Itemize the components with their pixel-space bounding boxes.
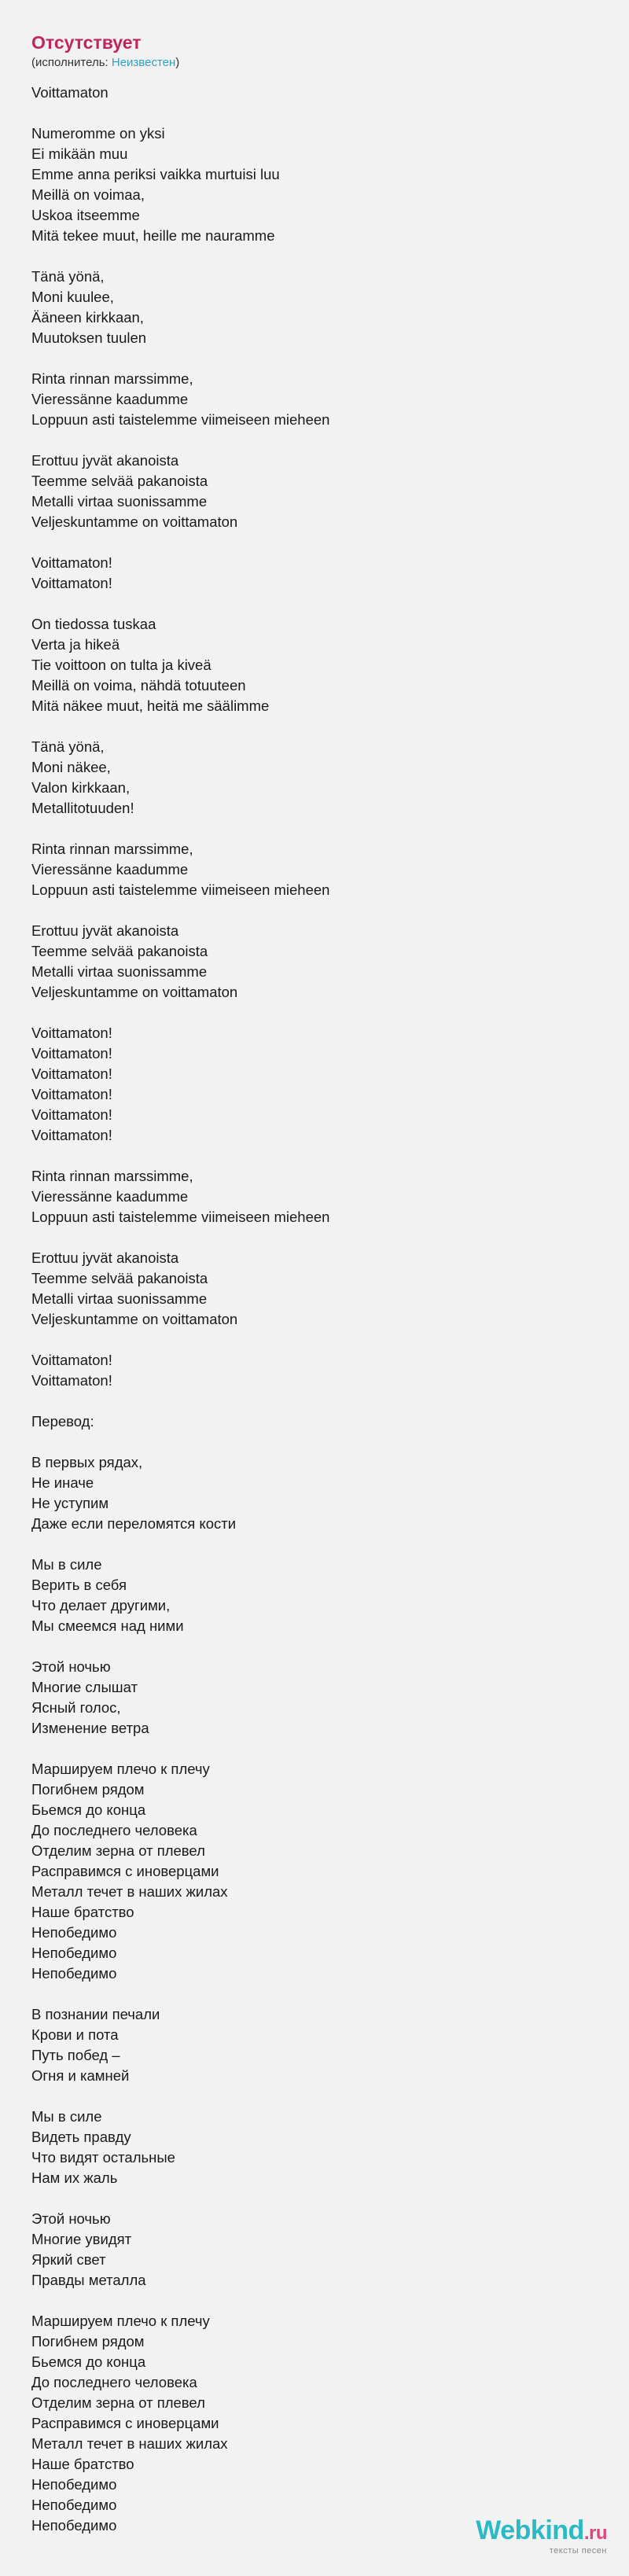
webkind-logo[interactable] (476, 2516, 607, 2556)
logo-ru: .ru (583, 2523, 607, 2544)
song-title: Отсутствует (31, 32, 142, 53)
logo-wordmark (476, 2516, 607, 2548)
logo-kind: kind (530, 2515, 584, 2545)
performer-line (31, 55, 179, 71)
logo-web: Web (476, 2515, 531, 2545)
song-header (31, 31, 179, 71)
logo-tagline: тексты песен (549, 2546, 607, 2556)
lyrics-text: Voittamaton Numeromme on yksi Ei mikään muu Emme anna periksi vaikka murtuisi luu Meillä on voimaa, Uskoa itseemme Mitä tekee muut, heille me nauramme Tänä yönä, Moni kuulee, Ääneen kirkkaan, Muutoksen tuulen Rinta rinnan marssimme, Vieressänne kaadumme Loppuun asti taistelemme viimeiseen mieheen Erottuu jyvät akanoista Teemme selvää pakanoista Metalli virtaa suonissamme Veljeskuntamme on voittamaton Voittamaton! Voittamaton! On tiedossa tuskaa Verta ja hikeä Tie voittoon on tulta ja kiveä Meillä on voima, nähdä totuuteen Mitä näkee muut, heitä me säälimme Tänä yönä, Moni näkee, Valon kirkkaan, Metallitotuuden! Rinta rinnan marssimme, Vieressänne kaadumme Loppuun asti taistelemme viimeiseen mieheen Erottuu jyvät akanoista Teemme selvää pakanoista Metalli virtaa suonissamme Veljeskuntamme on voittamaton Voittamaton! Voittamaton! Voittamaton! Voittamaton! Voittamaton! Voittamaton! Rinta rinnan marssimme, Vieressänne kaadumme Loppuun asti taistelemme viimeiseen mieheen Erottuu jyvät akanoista Teemme selvää pakanoista Metalli virtaa suonissamme Veljeskuntamme on voittamaton Voittamaton! Voittamaton! Перевод: В первых рядах, Не иначе Не уступим Даже если переломятся кости Мы в силе Верить в себя Что делает другими, Мы смеемся над ними Этой ночью Многие слышат Ясный голос, Изменение ветра Маршируем плечо к плечу Погибнем рядом Бьемся до конца До последнего человека Отделим зерна от плевел Расправимся с иноверцами Металл течет в наших жилах Наше братство Непобедимо Непобедимо Непобедимо В познании печали Крови и пота Путь побед – Огня и камней Мы в силе Видеть правду Что видят остальные Нам их жаль Этой ночью Многие увидят Яркий свет Правды металла Маршируем плечо к плечу Погибнем рядом Бьемся до конца До последнего человека Отделим зерна от плевел Расправимся с иноверцами Металл течет в наших жилах Наше братство Непобедимо Непобедимо Непобедимо (31, 84, 330, 2534)
performer-prefix: (исполнитель: (31, 56, 112, 69)
performer-suffix: ) (175, 56, 180, 69)
performer-link[interactable]: Неизвестен (111, 56, 176, 69)
